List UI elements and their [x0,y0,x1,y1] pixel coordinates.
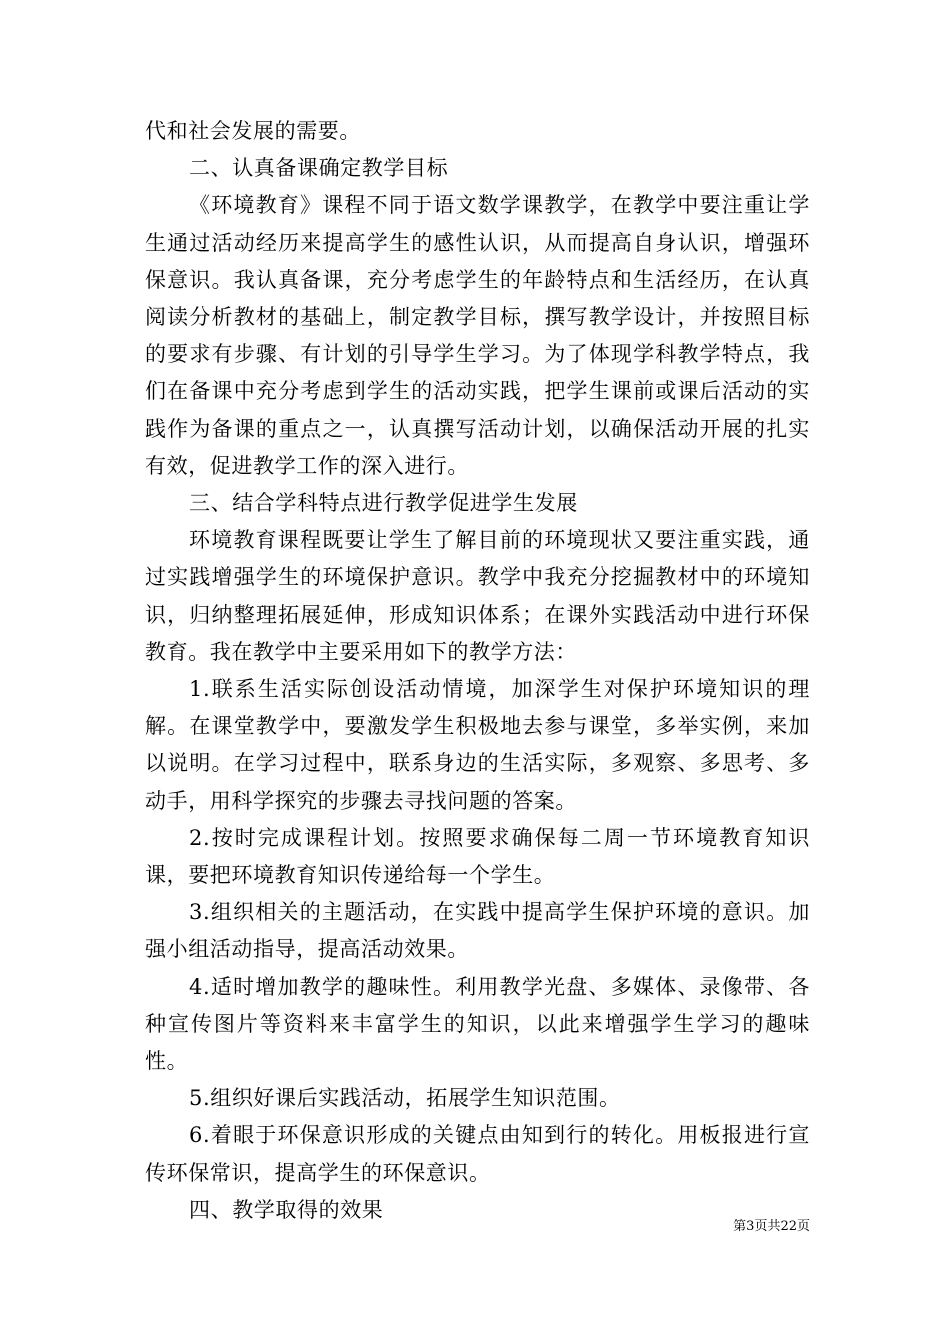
list-item-6: 6.着眼于环保意识形成的关键点由知到行的转化。用板报进行宣传环保常识，提高学生的环保意识。 [145,1123,810,1185]
list-item-2: 2.按时完成课程计划。按照要求确保每二周一节环境教育知识课，要把环境教育知识传递给每一个学生。 [145,825,810,888]
list-item-4: 4.适时增加教学的趣味性。利用教学光盘、多媒体、录像带、各种宣传图片等资料来丰富学生的知识，以此来增强学生学习的趣味性。 [145,974,810,1074]
section-heading-4: 四、教学取得的效果 [189,1197,384,1222]
section-heading-3: 三、结合学科特点进行教学促进学生发展 [189,491,578,516]
page-number: 第3页共22页 [733,1219,810,1234]
list-item-5: 5.组织好课后实践活动，拓展学生知识范围。 [189,1086,621,1111]
paragraph-course-intro: 环境教育课程既要让学生了解目前的环境现状又要注重实践，通过实践增强学生的环境保护意识。教学中我充分挖掘教材中的环境知识，归纳整理拓展延伸，形成知识体系；在课外实践活动中进行环保教育。我在教学中主要采用如下的教学方法： [145,528,810,664]
list-item-1: 1.联系生活实际创设活动情境，加深学生对保护环境知识的理解。在课堂教学中，要激发学生积极地去参与课堂，多举实例，来加以说明。在学习过程中，联系身边的生活实际，多观察、多思考、多动手，用科学探究的步骤去寻找问题的答案。 [145,677,810,813]
paragraph-lesson-prep: 《环境教育》课程不同于语文数学课教学，在教学中要注重让学生通过活动经历来提高学生的感性认识，从而提高自身认识，增强环保意识。我认真备课，充分考虑学生的年龄特点和生活经历，在认真阅读分析教材的基础上，制定教学目标，撰写教学设计，并按照目标的要求有步骤、有计划的引导学生学习。为了体现学科教学特点，我们在备课中充分考虑到学生的活动实践，把学生课前或课后活动的实践作为备课的重点之一，认真撰写活动计划，以确保活动开展的扎实有效，促进教学工作的深入进行。 [145,193,810,478]
list-item-3: 3.组织相关的主题活动，在实践中提高学生保护环境的意识。加强小组活动指导，提高活动效果。 [145,900,810,962]
paragraph-continuation: 代和社会发展的需要。 [145,119,361,143]
section-heading-2: 二、认真备课确定教学目标 [189,156,449,181]
document-body [145,113,810,1229]
